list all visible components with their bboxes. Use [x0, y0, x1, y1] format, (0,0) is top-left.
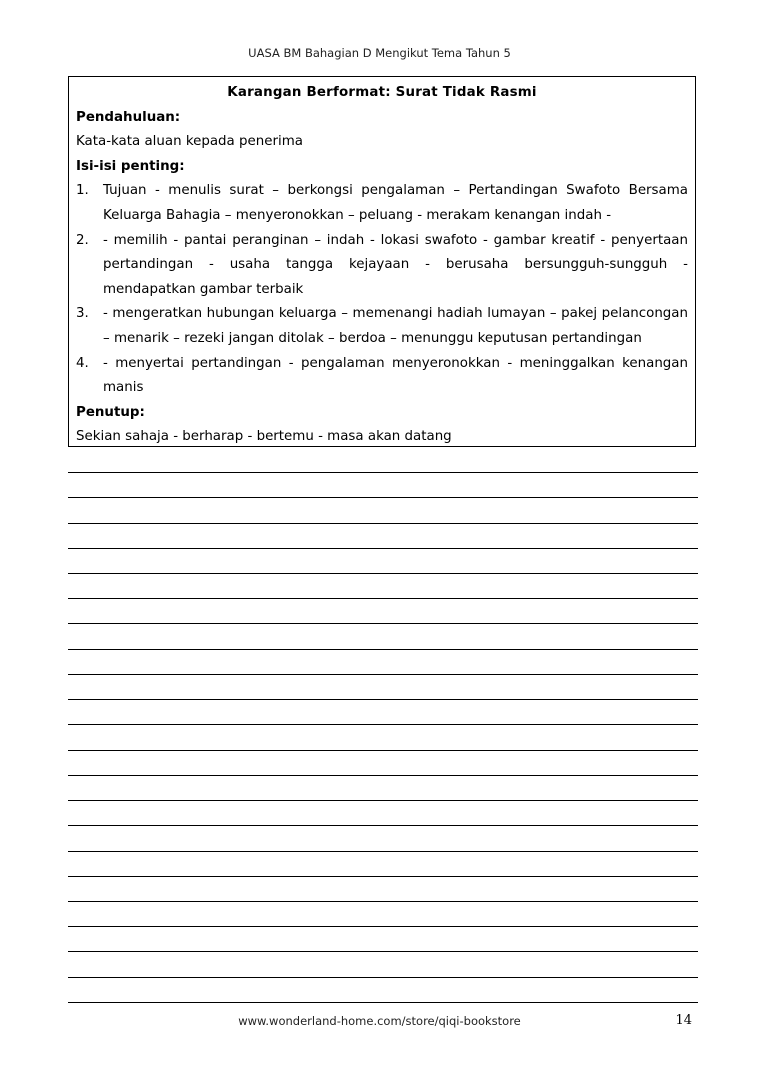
key-points-list — [76, 179, 688, 400]
outline-title: Karangan Berformat: Surat Tidak Rasmi — [227, 85, 537, 100]
writing-line — [68, 926, 698, 927]
list-item-text: - memilih - pantai peranginan – indah - lokasi swafoto - gambar kreatif - penyertaan pertandingan - usaha tangga kejayaan - berusaha bersungguh-sungguh - mendapatkan gambar terbaik — [103, 232, 688, 297]
list-item — [76, 302, 688, 351]
writing-line — [68, 1002, 698, 1003]
writing-line — [68, 699, 698, 700]
page-number: 14 — [675, 1013, 692, 1028]
intro-text: Kata-kata aluan kepada penerima — [76, 134, 303, 150]
list-item — [76, 352, 688, 401]
footer-url: www.wonderland-home.com/store/qiqi-bookstore — [238, 1014, 521, 1028]
writing-line — [68, 901, 698, 902]
writing-line — [68, 674, 698, 675]
writing-line — [68, 851, 698, 852]
list-item-text: - menyertai pertandingan - pengalaman menyeronokkan - meninggalkan kenangan manis — [103, 355, 688, 396]
list-item — [76, 179, 688, 228]
page-header: UASA BM Bahagian D Mengikut Tema Tahun 5 — [248, 46, 511, 60]
writing-line — [68, 598, 698, 599]
writing-line — [68, 825, 698, 826]
list-item-number: 3. — [76, 306, 89, 322]
writing-line — [68, 573, 698, 574]
closing-heading: Penutup: — [76, 404, 145, 420]
writing-line — [68, 649, 698, 650]
writing-line — [68, 750, 698, 751]
closing-text: Sekian sahaja - berharap - bertemu - masa akan datang — [76, 429, 452, 445]
writing-line — [68, 951, 698, 952]
intro-heading: Pendahuluan: — [76, 109, 181, 125]
list-item — [76, 229, 688, 303]
writing-line — [68, 497, 698, 498]
writing-line — [68, 623, 698, 624]
writing-line — [68, 548, 698, 549]
list-item-number: 2. — [76, 232, 89, 248]
writing-line — [68, 523, 698, 524]
writing-line — [68, 775, 698, 776]
list-item-number: 1. — [76, 183, 89, 199]
list-item-text: - mengeratkan hubungan keluarga – memenangi hadiah lumayan – pakej pelancongan – menarik – rezeki jangan ditolak – berdoa – menunggu keputusan pertandingan — [103, 306, 688, 346]
body-heading: Isi-isi penting: — [76, 158, 185, 174]
list-item-text: Tujuan - menulis surat – berkongsi pengalaman – Pertandingan Swafoto Bersama Keluarga Bahagia – menyeronokkan – peluang - merakam kenangan indah - — [103, 183, 688, 223]
list-item-number: 4. — [76, 355, 89, 371]
writing-line — [68, 472, 698, 473]
writing-line — [68, 876, 698, 877]
essay-outline-box — [68, 76, 696, 447]
writing-line — [68, 724, 698, 725]
writing-line — [68, 977, 698, 978]
writing-line — [68, 800, 698, 801]
